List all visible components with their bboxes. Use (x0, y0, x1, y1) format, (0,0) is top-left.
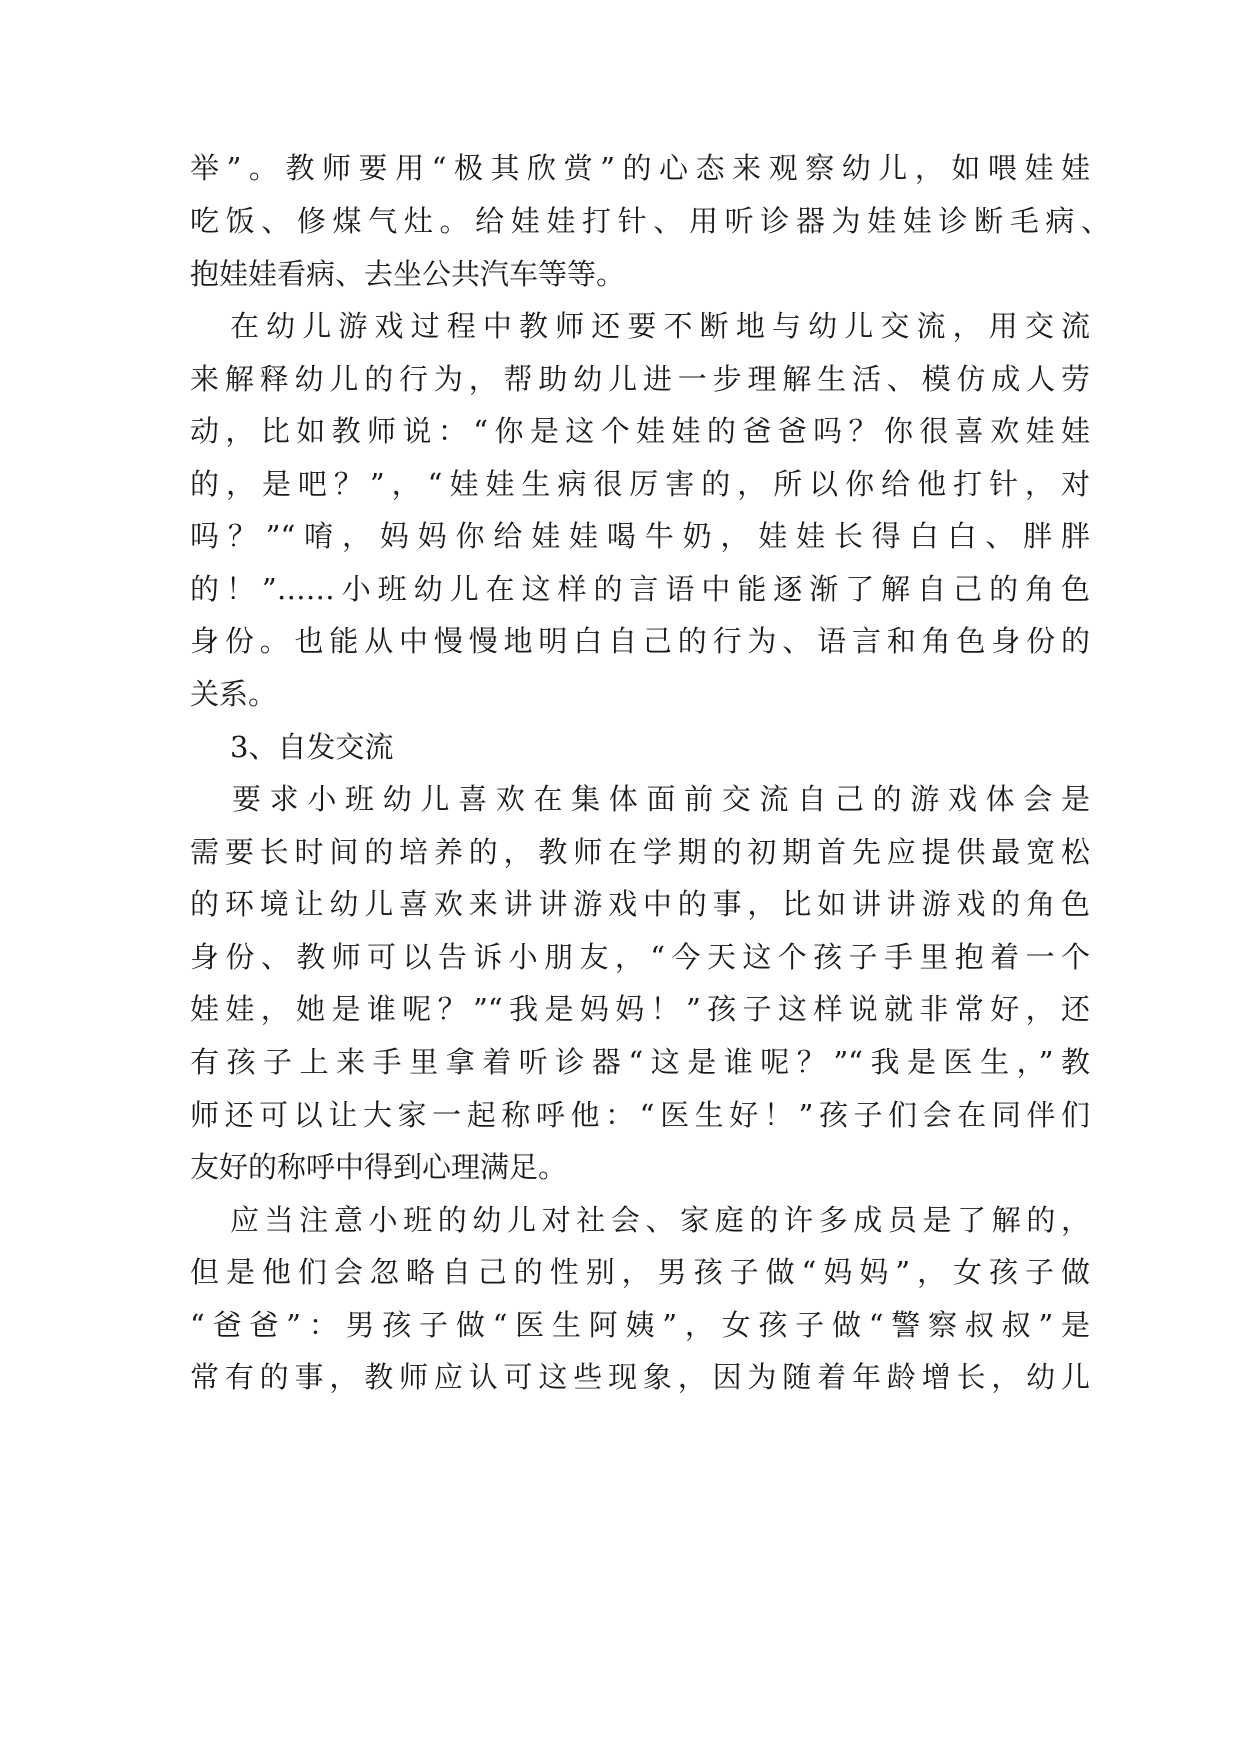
text-line: 举”。教师要用“极其欣赏”的心态来观察幼儿，如喂娃娃 (190, 151, 1090, 185)
paragraph-first-line: 应当注意小班的幼儿对社会、家庭的许多成员是了解的， (230, 1203, 1090, 1237)
text-line: 但是他们会忽略自己的性别，男孩子做“妈妈”，女孩子做 (190, 1255, 1090, 1289)
paragraph-first-line: 要求小班幼儿喜欢在集体面前交流自己的游戏体会是 (232, 782, 1090, 816)
text-line: 身份。也能从中慢慢地明白自己的行为、语言和角色身份的 (190, 624, 1090, 658)
text-line: “爸爸”：男孩子做“医生阿姨”，女孩子做“警察叔叔”是 (190, 1308, 1090, 1342)
text-line: 来解释幼儿的行为，帮助幼儿进一步理解生活、模仿成人劳 (190, 362, 1090, 396)
text-line: 娃娃，她是谁呢？”“我是妈妈！”孩子这样说就非常好，还 (190, 992, 1090, 1026)
text-line: 师还可以让大家一起称呼他：“医生好！”孩子们会在同伴们 (190, 1098, 1090, 1132)
text-line: 需要长时间的培养的，教师在学期的初期首先应提供最宽松 (190, 835, 1090, 869)
text-line: 的！”……小班幼儿在这样的言语中能逐渐了解自己的角色 (190, 572, 1090, 606)
text-line: 抱娃娃看病、去坐公共汽车等等。 (190, 257, 626, 291)
text-line: 有孩子上来手里拿着听诊器“这是谁呢？”“我是医生，”教 (190, 1045, 1090, 1079)
paragraph-first-line: 在幼儿游戏过程中教师还要不断地与幼儿交流，用交流 (230, 309, 1090, 343)
text-line: 友好的称呼中得到心理满足。 (190, 1150, 568, 1184)
text-line: 的环境让幼儿喜欢来讲讲游戏中的事，比如讲讲游戏的角色 (190, 887, 1090, 921)
text-line: 的，是吧？”，“娃娃生病很厉害的，所以你给他打针，对 (190, 467, 1090, 501)
text-line: 关系。 (190, 677, 278, 711)
text-line: 常有的事，教师应认可这些现象，因为随着年龄增长，幼儿 (190, 1360, 1090, 1394)
text-line: 吃饭、修煤气灶。给娃娃打针、用听诊器为娃娃诊断毛病、 (190, 204, 1110, 238)
text-line: 吗？”“唷，妈妈你给娃娃喝牛奶，娃娃长得白白、胖胖 (190, 519, 1090, 553)
text-line: 身份、教师可以告诉小朋友，“今天这个孩子手里抱着一个 (190, 940, 1090, 974)
section-heading: 3、自发交流 (230, 730, 394, 764)
text-line: 动，比如教师说：“你是这个娃娃的爸爸吗？你很喜欢娃娃 (190, 414, 1090, 448)
